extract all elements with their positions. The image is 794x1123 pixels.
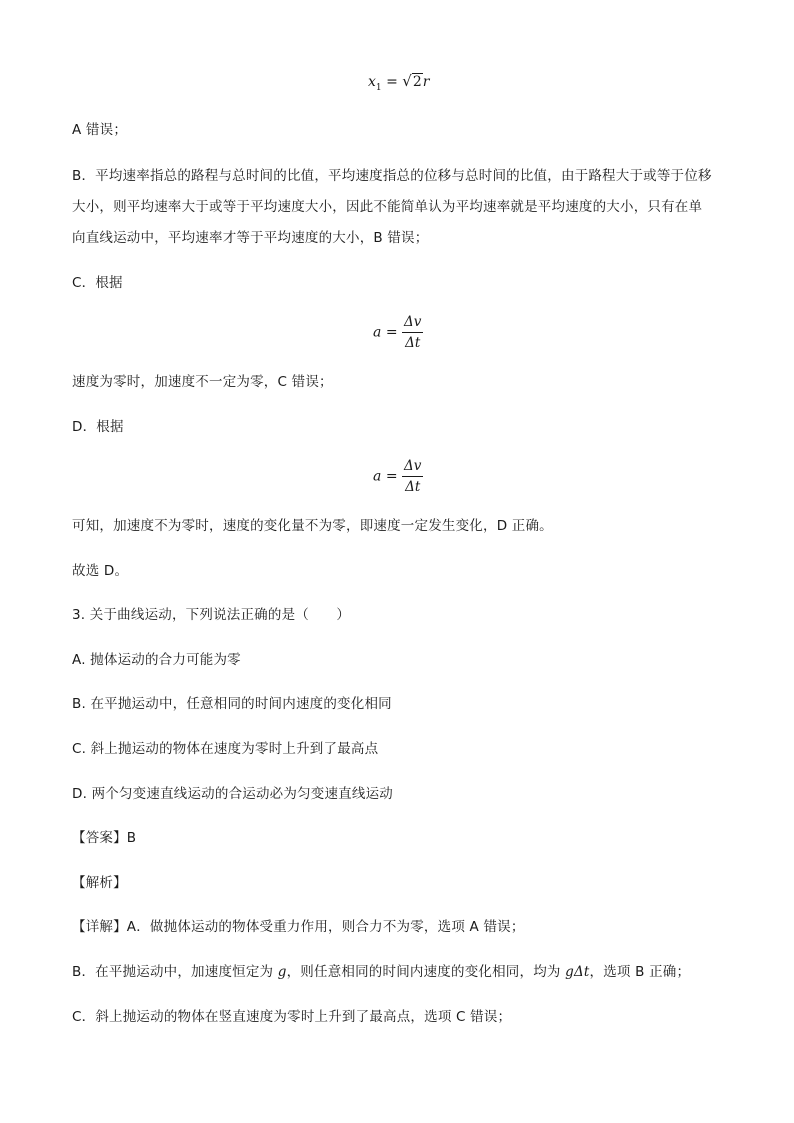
eq2-equals: = <box>385 324 398 341</box>
eq1-rhs-var: r <box>422 74 430 90</box>
detail-b-pre: B．在平抛运动中，加速度恒定为 <box>72 964 278 980</box>
answer-label: 【答案】B <box>72 830 137 846</box>
option-c: C. 斜上抛运动的物体在速度为零时上升到了最高点 <box>72 741 379 757</box>
eq3-fraction <box>402 458 423 495</box>
detail-c: C．斜上抛运动的物体在竖直速度为零时上升到了最高点，选项 C 错误； <box>72 1009 512 1025</box>
choose-d: 故选 D。 <box>72 563 129 579</box>
equation-x1 <box>368 72 429 93</box>
b-line-2: 大小，则平均速率大于或等于平均速度大小，因此不能简单认为平均速率就是平均速度的大小，只有在单 <box>72 199 703 215</box>
question-3: 3. 关于曲线运动，下列说法正确的是（ ） <box>72 607 351 623</box>
eq1-radicand: 2 <box>412 74 422 90</box>
equation-accel-c <box>373 314 423 351</box>
option-a: A. 抛体运动的合力可能为零 <box>72 652 241 668</box>
equation-accel-d <box>373 458 423 495</box>
analysis-label: 【解析】 <box>72 875 127 891</box>
eq1-sqrt <box>402 72 422 90</box>
eq2-numerator: Δv <box>402 314 423 333</box>
a-wrong-line: A 错误； <box>72 122 128 138</box>
eq1-lhs-sub: 1 <box>375 82 382 93</box>
eq2-lhs: a <box>373 324 382 341</box>
eq3-equals: = <box>385 468 398 485</box>
eq2-denominator: Δt <box>405 335 421 351</box>
b-line-3: 向直线运动中，平均速率才等于平均速度的大小，B 错误； <box>72 230 429 246</box>
sqrt-sign: √ <box>402 72 412 90</box>
eq3-lhs: a <box>373 468 382 485</box>
detail-b <box>72 962 690 982</box>
detail-b-post: ，选项 B 正确； <box>589 964 691 980</box>
d-result: 可知，加速度不为零时，速度的变化量不为零，即速度一定发生变化，D 正确。 <box>72 518 553 534</box>
detail-b-g: g <box>277 964 287 980</box>
c-label: C．根据 <box>72 275 123 291</box>
eq2-fraction <box>402 314 423 351</box>
option-d: D. 两个匀变速直线运动的合运动必为匀变速直线运动 <box>72 786 393 802</box>
eq1-equals: = <box>386 74 398 90</box>
detail-a: 【详解】A．做抛体运动的物体受重力作用，则合力不为零，选项 A 错误； <box>72 919 525 935</box>
eq3-denominator: Δt <box>405 479 421 495</box>
b-line-1: B．平均速率指总的路程与总时间的比值，平均速度指总的位移与总时间的比值，由于路程大于或等于位移 <box>72 168 712 184</box>
detail-b-mid: ，则任意相同的时间内速度的变化相同，均为 <box>286 964 566 980</box>
d-label: D．根据 <box>72 419 124 435</box>
detail-b-gdt: gΔt <box>565 964 590 980</box>
eq1-lhs-var: x <box>368 74 376 90</box>
option-b: B. 在平抛运动中，任意相同的时间内速度的变化相同 <box>72 696 392 712</box>
c-result: 速度为零时，加速度不一定为零，C 错误； <box>72 374 333 390</box>
eq3-numerator: Δv <box>402 458 423 477</box>
